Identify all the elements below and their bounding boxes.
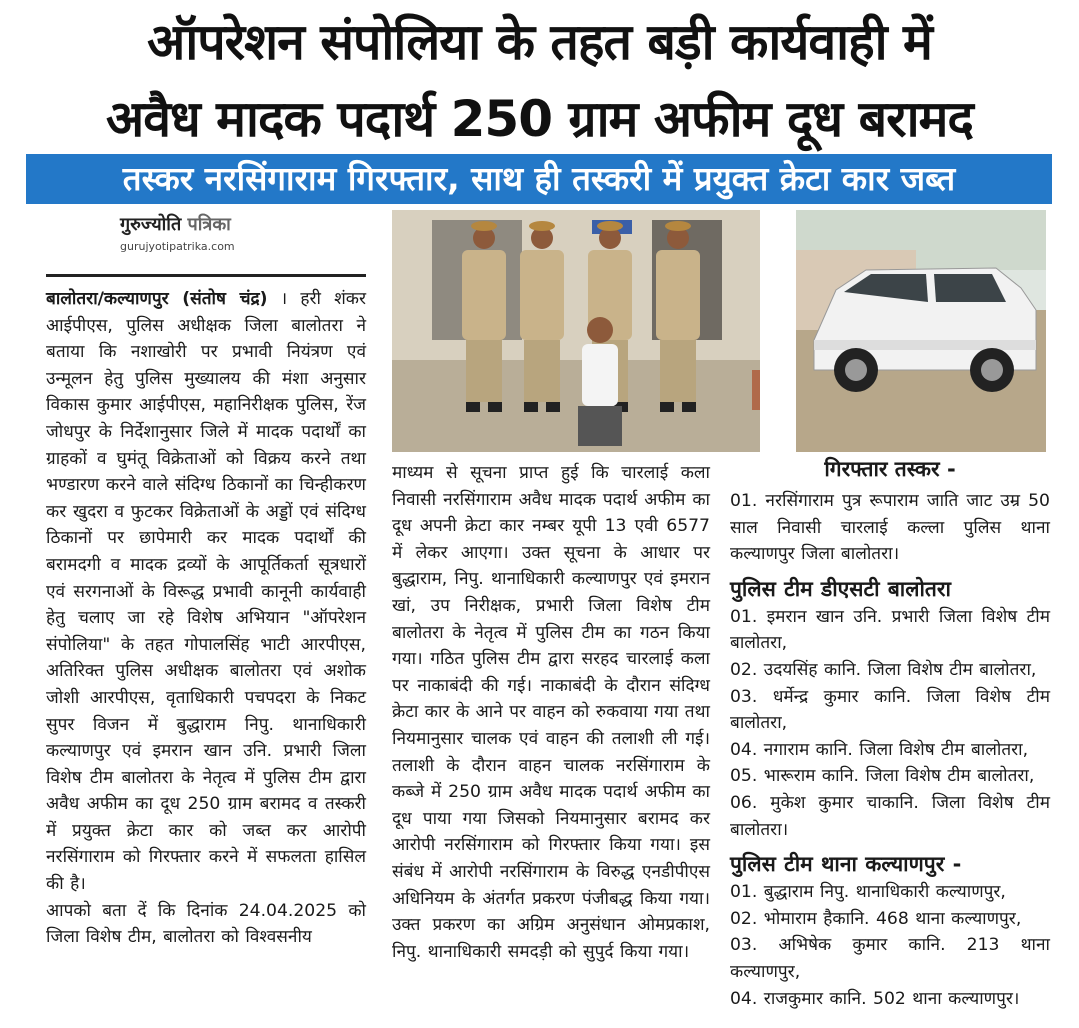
masthead-brand: गुरुज्योति [120,214,182,235]
article-column-1 [46,286,366,951]
list-item: 04. नगाराम कानि. जिला विशेष टीम बालोतरा, [730,739,1029,760]
seized-car-photo [796,210,1046,452]
article-paragraph-1 [46,286,366,898]
list-item: 06. मुकेश कुमार चाकानि. जिला विशेष टीम बालोतरा। [730,792,1050,840]
arrested-list [730,488,1050,568]
dst-team-list [730,604,1050,843]
seized-car-illustration [796,210,1046,452]
list-item: 03. धर्मेन्द्र कुमार कानि. जिला विशेष टीम बालोतरा, [730,686,1050,734]
masthead-url: gurujyotipatrika.com [120,240,235,253]
police-team-photo [392,210,760,452]
article-paragraph-2: आपको बता दें कि दिनांक 24.04.2025 को जिला विशेष टीम, बालोतरा को विश्वसनीय [46,900,366,948]
masthead-logo [120,212,300,236]
masthead [120,212,300,253]
headline-line-2: अवैध मादक पदार्थ 250 ग्राम अफीम दूध बरामद [106,90,973,148]
list-item: 02. भोमाराम हैकानि. 468 थाना कल्याणपुर, [730,908,1022,929]
list-item: 01. इमरान खान उनि. प्रभारी जिला विशेष टीम बालोतरा, [730,606,1050,654]
list-item: 03. अभिषेक कुमार कानि. 213 थाना कल्याणपुर, [730,935,1050,982]
headline-line-1: ऑपरेशन संपोलिया के तहत बड़ी कार्यवाही में [147,13,932,71]
list-item: 01. नरसिंगाराम पुत्र रूपाराम जाति जाट उम्र 50 साल निवासी चारलाई कल्ला पुलिस थाना कल्याणपुर जिला बालोतरा। [730,491,1050,565]
station-team-heading: पुलिस टीम थाना कल्याणपुर - [730,852,962,877]
sidebar-column [730,488,1050,1018]
dateline: बालोतरा/कल्याणपुर (संतोष चंद्र) [46,289,268,309]
station-team-list [730,879,1050,1012]
article-paragraph-3: माध्यम से सूचना प्राप्त हुई कि चारलाई कला निवासी नरसिंगाराम अवैध मादक पदार्थ अफीम का दूध अपनी क्रेटा कार नम्बर यूपी 13 एवी 6577 में लेकर आएगा। उक्त सूचना के आधार पर बुद्धाराम, निपु. थानाधिकारी कल्याणपुर एवं इमरान खां, उप निरीक्षक, प्रभारी जिला विशेष टीम बालोतरा के नेतृत्व में पुलिस टीम का गठन किया गया। गठित पुलिस टीम द्वारा सरहद चारलाई कला पर नाकाबंदी की गई। नाकाबंदी के दौरान संदिग्ध क्रेटा कार के आने पर वाहन को रुकवाया गया तथा नियमानुसार चालक एवं वाहन की तलाशी ली गई। तलाशी के दौरान वाहन चालक नरसिंगाराम के कब्जे में 250 ग्राम अवैध मादक पदार्थ अफीम का दूध पाया गया जिसको नियमानुसार बरामद कर आरोपी नरसिंगाराम को गिरफ्तार किया गया। इस संबंध में आरोपी नरसिंगाराम के विरुद्ध एनडीपीएस अधिनियम के अंतर्गत प्रकरण पंजीबद्ध किया गया। उक्त प्रकरण का अग्रिम अनुसंधान ओमप्रकाश, निपु. थानाधिकारी समदड़ी को सुपुर्द किया गया। [392,463,710,962]
column-rule [46,274,366,277]
article-para1-text: । हरी शंकर आईपीएस, पुलिस अधीक्षक जिला बालोतरा ने बताया कि नशाखोरी पर प्रभावी नियंत्रण एवं उन्मूलन हेतु पुलिस मुख्यालय की मंशा अनुसार विकास कुमार आईपीएस, महानिरीक्षक पुलिस, रेंज जोधपुर के निर्देशानुसार जिले में मादक पदार्थों का ग्राहकों व घुमंतू विक्रेताओं को विक्रय करने तथा भण्डारण करने वाले संदिग्ध ठिकानों का चिन्हीकरण कर खुदरा व फुटकर विक्रेताओं के अड्डों एवं संदिग्ध ठिकानों पर छापेमारी कर मादक पदार्थों की बरामदगी व मादक द्रव्यों के आपूर्तिकर्ता सूत्रधारों एवं सरगनाओं के विरूद्ध प्रभावी कानूनी कार्यवाही हेतु चलाए जा रहे विशेष अभियान "ऑपरेशन संपोलिया" के तहत गोपालसिंह भाटी आरपीएस, अतिरिक्त पुलिस अधीक्षक बालोतरा एवं अशोक जोशी आरपीएस, वृताधिकारी पचपदरा के निकट सुपर विजन में बुद्धाराम निपु. थानाधिकारी कल्याणपुर एवं इमरान खान उनि. प्रभारी जिला विशेष टीम बालोतरा के नेतृत्व में पुलिस टीम द्वारा अवैध अफीम का दूध 250 ग्राम बरामद व तस्करी में प्रयुक्त क्रेटा कार को जब्त कर आरोपी नरसिंगाराम को गिरफ्तार करने में सफलता हासिल की है। [46,289,367,895]
arrested-heading: गिरफ्तार तस्कर - [824,457,956,481]
police-team-illustration [392,210,760,452]
subheadline-bar: तस्कर नरसिंगाराम गिरफ्तार, साथ ही तस्करी में प्रयुक्त क्रेटा कार जब्त [26,154,1052,204]
article-column-2 [392,460,710,965]
list-item: 04. राजकुमार कानि. 502 थाना कल्याणपुर। [730,988,1020,1009]
masthead-brand-sub: पत्रिका [187,214,231,235]
list-item: 02. उदयसिंह कानि. जिला विशेष टीम बालोतरा, [730,659,1037,680]
list-item: 05. भारूराम कानि. जिला विशेष टीम बालोतरा, [730,766,1035,787]
list-item: 01. बुद्धाराम निपु. थानाधिकारी कल्याणपुर, [730,882,1006,903]
dst-team-heading: पुलिस टीम डीएसटी बालोतरा [730,576,951,601]
